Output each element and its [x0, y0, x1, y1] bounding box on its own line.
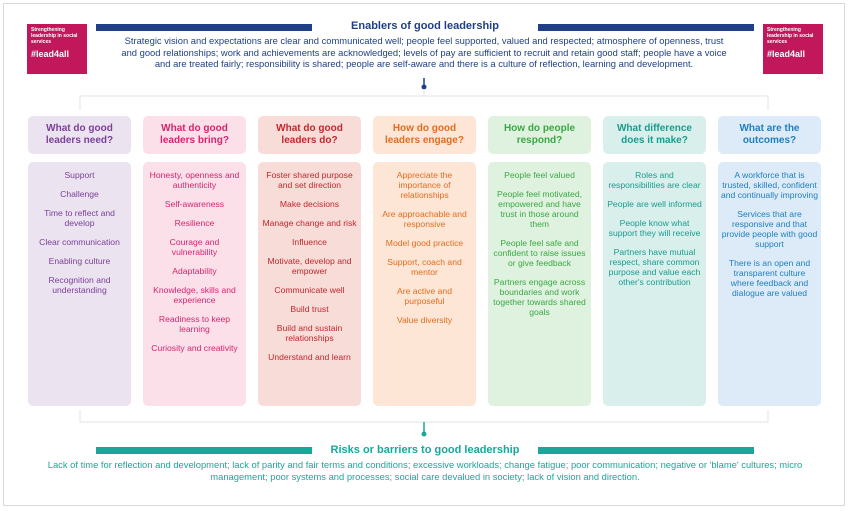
column-body [603, 162, 706, 406]
column-item: Build and sustain relationships [276, 323, 343, 343]
risks-text: Lack of time for reflection and development; lack of parity and fair terms and conditions; excessive workloads; change fatigue; poor communication; negative or 'blame' cultures; micro management; poor systems and processes; social care devalued in society; lack of vision and direction. [47, 459, 803, 482]
column-item: People feel motivated, empowered and have trust in those around them [496, 189, 583, 229]
column-item: Self-awareness [164, 199, 225, 209]
column-item: Support, coach and mentor [387, 257, 462, 277]
badge-hashtag: #lead4all [767, 49, 806, 59]
column-item: People are well informed [607, 199, 702, 209]
column-item: Time to reflect and develop [44, 208, 115, 228]
column-item: People know what support they will receive [608, 218, 701, 238]
column-item: People feel safe and confident to raise issues or give feedback [493, 238, 586, 268]
column-item: Honesty, openness and authenticity [149, 170, 240, 190]
column-item: Partners have mutual respect, share common purpose and value each other's contribution [608, 247, 701, 287]
column-item: Are approachable and responsive [382, 209, 467, 229]
column-item: Enabling culture [48, 256, 111, 266]
column-item: Services that are responsive and that provide people with good support [721, 209, 818, 249]
column-heading: What difference does it make? [603, 116, 706, 154]
column-item: A workforce that is trusted, skilled, confident and continually improving [721, 170, 818, 200]
column-item: Motivate, develop and empower [267, 256, 352, 276]
column-heading: What do good leaders do? [258, 116, 361, 154]
column-item: Manage change and risk [262, 218, 357, 228]
column-body [258, 162, 361, 406]
column-heading: What do good leaders bring? [143, 116, 246, 154]
column-heading: What are the outcomes? [718, 116, 821, 154]
risks-bar-right [538, 447, 754, 454]
column-body [373, 162, 476, 406]
column-item: Challenge [60, 189, 99, 199]
column-item: Resilience [174, 218, 215, 228]
column-item: Curiosity and creativity [151, 343, 238, 353]
risks-title: Risks or barriers to good leadership [330, 444, 520, 456]
column-item: Value diversity [396, 315, 453, 325]
column-body [718, 162, 821, 406]
column-item: People feel valued [504, 170, 575, 180]
column-heading: How do good leaders engage? [373, 116, 476, 154]
column-item: Partners engage across boundaries and work together towards shared goals [493, 277, 586, 317]
risks-bar-left [96, 447, 312, 454]
column-item: Readiness to keep learning [158, 314, 231, 334]
column-body [488, 162, 591, 406]
badge-subtitle: Strengthening leadership in social services [31, 27, 78, 45]
column-item: Influence [292, 237, 327, 247]
column-item: Communicate well [274, 285, 345, 295]
enablers-title: Enablers of good leadership [351, 20, 499, 32]
column-item: Adaptability [172, 266, 217, 276]
column-item: Model good practice [385, 238, 464, 248]
column-heading: How do people respond? [488, 116, 591, 154]
enablers-text: Strategic vision and expectations are clear and communicated well; people feel supported, valued and respected; atmosphere of openness, trust and good relationships; work and achievements are acknowledged; levels of pay are sufficient to recruit and retain good staff; people have a voice and are treated fairly; responsibility is shared; people are self-aware and there is a culture of reflection, learning and development. [121, 35, 727, 69]
badge-hashtag: #lead4all [31, 49, 70, 59]
column-item: Understand and learn [268, 352, 351, 362]
badge-subtitle: Strengthening leadership in social services [767, 27, 814, 45]
column-item: There is an open and transparent culture where feedback and dialogue are valued [728, 258, 811, 298]
column-item: Appreciate the importance of relationships [396, 170, 453, 200]
column-item: Recognition and understanding [48, 275, 111, 295]
column-body [143, 162, 246, 406]
column-body [28, 162, 131, 406]
column-item: Knowledge, skills and experience [153, 285, 236, 305]
column-item: Courage and vulnerability [169, 237, 220, 257]
column-item: Clear communication [39, 237, 120, 247]
column-item: Support [64, 170, 95, 180]
column-item: Build trust [290, 304, 329, 314]
column-item: Foster shared purpose and set direction [266, 170, 353, 190]
column-item: Are active and purposeful [397, 286, 452, 306]
column-item: Roles and responsibilities are clear [608, 170, 701, 190]
column-item: Make decisions [279, 199, 340, 209]
column-heading: What do good leaders need? [28, 116, 131, 154]
